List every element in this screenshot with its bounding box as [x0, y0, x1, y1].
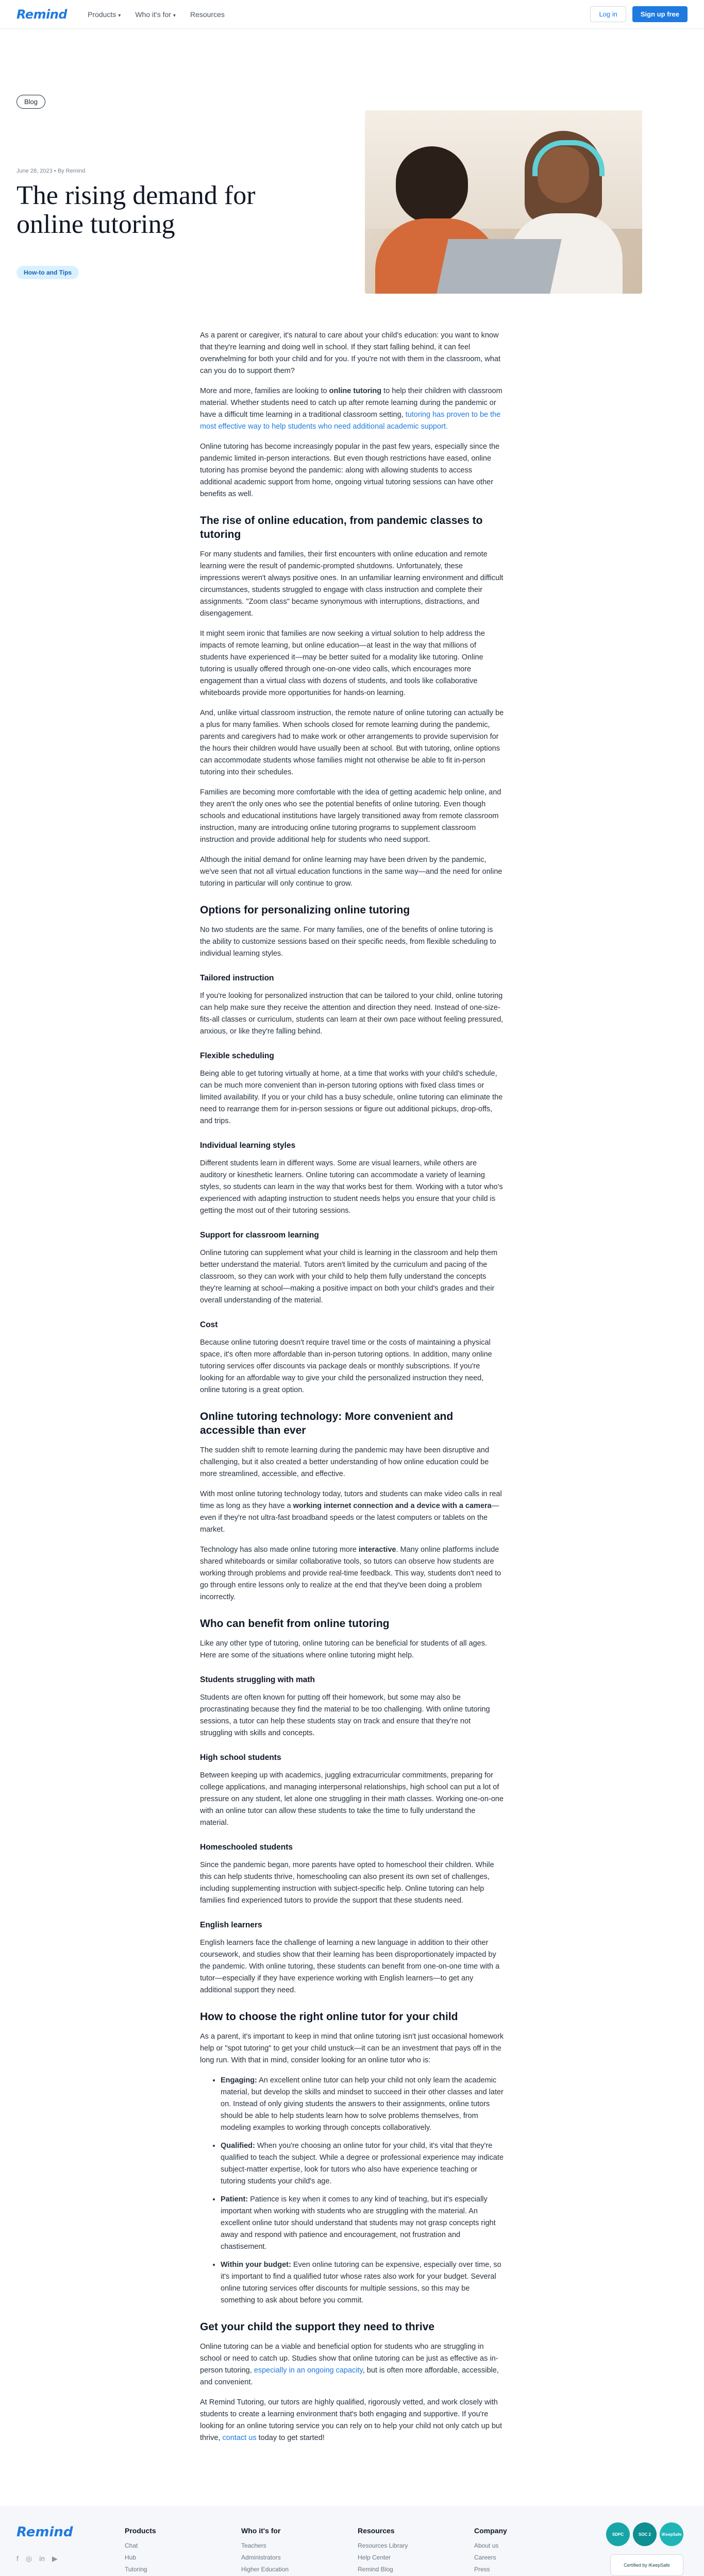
- section-heading: The rise of online education, from pandemic classes to tutoring: [200, 515, 483, 540]
- paragraph: The sudden shift to remote learning during the pandemic may have been disruptive and challenging, but it also created a better understanding of how online education could be more streamlined, accessible, and effective.: [200, 1446, 490, 1478]
- soc2-badge-icon: SOC 2: [633, 2522, 657, 2546]
- paragraph: Like any other type of tutoring, online tutoring can be beneficial for students of all ages. Here are some of the situations where online tutoring might help.: [200, 1639, 487, 1659]
- footer-link[interactable]: Chat: [125, 2542, 138, 2549]
- publish-date: June 28, 2023 • By Remind: [16, 168, 86, 174]
- footer-col-title: Resources: [358, 2527, 395, 2535]
- remind-logo[interactable]: Remind: [16, 7, 68, 22]
- subsection-heading: Cost: [200, 1320, 218, 1329]
- paragraph: No two students are the same. For many families, one of the benefits of online tutoring is the ability to customize sessions based on their specific needs, from flexible scheduling to individual learning styles.: [200, 926, 496, 958]
- laptop-icon: [436, 239, 561, 294]
- menu-products[interactable]: [88, 10, 121, 19]
- footer-link[interactable]: Administrators: [241, 2554, 281, 2561]
- paragraph: English learners face the challenge of learning a new language in addition to their other coursework, and studies show that their learning has been disproportionately impacted by the pandemic. With online tutoring, these students can benefit from one-on-one time with a tutor—especially if they have experience working with English learners—to get any additional support they need.: [200, 1939, 500, 1994]
- menu-resources[interactable]: [190, 10, 225, 19]
- paragraph: Between keeping up with academics, juggling extracurricular commitments, preparing for college applications, and managing interpersonal relationships, high school can put a lot of pressure on any student, let alone one struggling in their math classes. Working one-on-one with an online tutor can allow these students to take the time to fully understand the material.: [200, 1771, 504, 1827]
- paragraph: Online tutoring has become increasingly popular in the past few years, especially since the pandemic limited in-person interactions. But even though restrictions have eased, online tutoring has promise beyond the pandemic: along with allowing students to access additional academic support from home, ongoing virtual tutoring sessions can have other benefits as well.: [200, 443, 500, 498]
- top-navbar: [0, 0, 704, 29]
- footer-link[interactable]: Teachers: [241, 2542, 266, 2549]
- text: today to get started!: [256, 2434, 325, 2442]
- ikeepsafe-badge-icon: iKeepSafe: [660, 2522, 683, 2546]
- signup-button[interactable]: Sign up free: [632, 6, 688, 22]
- paragraph: And, unlike virtual classroom instruction, the remote nature of online tutoring can actually be a plus for many families. When schools closed for remote learning during the pandemic, parents and caregivers had to make work or other arrangements to provide supervision for the hours their children would have usually been at school. But with tutoring, online options can accommodate students whose families might not otherwise be able to fit in-person tutoring into their schedules.: [200, 709, 504, 776]
- footer-brand: [16, 2524, 125, 2576]
- list-text: Even online tutoring can be expensive, especially over time, so it's important to find a qualified tutor whose rates also work for your budget. Several online tutoring services offer discounts for multiple sessions, so this may be something to ask about before you commit.: [221, 2261, 501, 2304]
- list-term: Patient:: [221, 2195, 248, 2204]
- section-heading: Online tutoring technology: More convenient and accessible than ever: [200, 1411, 454, 1436]
- paragraph: Families are becoming more comfortable with the idea of getting academic help online, and they aren't the only ones who see the potential benefits of online tutoring. Even though schools and educational institutions have largely transitioned away from remote classroom instruction, many are introducing online tutoring programs to supplement classroom instruction and provide additional help for students who need support.: [200, 788, 501, 844]
- text: , but is often more affordable, accessible, and convenient.: [200, 2366, 499, 2386]
- list-term: Engaging:: [221, 2076, 257, 2084]
- footer-logo[interactable]: Remind: [16, 2524, 73, 2540]
- list-text: When you're choosing an online tutor for your child, it's vital that they're qualified to teach the subject. While a degree or professional experience may indicate subject-matter expertise, look for tutors who also have experience teaching or tutoring students your child's age.: [221, 2142, 504, 2185]
- paragraph: It might seem ironic that families are now seeking a virtual solution to help address the impacts of remote learning, but online education—at least in the way that millions of students have experienced it—may be better suited for a modality like tutoring. Online tutoring is usually offered through one-on-one video calls, which encourages more engagement than a virtual class with dozens of students, and tools like collaborative whiteboards provide more opportunities for hands-on learning.: [200, 630, 485, 697]
- footer-link[interactable]: Careers: [474, 2554, 496, 2561]
- footer-link[interactable]: Tutoring: [125, 2566, 147, 2573]
- facebook-icon[interactable]: f: [16, 2554, 19, 2563]
- tutor-qualities-list: [200, 2075, 504, 2307]
- subsection-heading: Homeschooled students: [200, 1843, 293, 1852]
- hero-image: [365, 110, 642, 294]
- contact-us-link[interactable]: contact us: [222, 2434, 257, 2442]
- footer-link[interactable]: Help Center: [358, 2554, 391, 2561]
- social-links: [16, 2554, 125, 2563]
- paragraph: As a parent, it's important to keep in mind that online tutoring isn't just occasional homework help or "spot tutoring" to get your child unstuck—it can be an investment that pays off in the long run. With that in mind, consider looking for an online tutor who is:: [200, 2032, 504, 2064]
- text: —even if they're not ultra-fast broadband speeds or the latest computers or tablets on the market.: [200, 1502, 499, 1534]
- paragraph: Being able to get tutoring virtually at home, at a time that works with your child's schedule, can be much more convenient than in-person tutoring options with fixed class times or limited availability. If you or your child has a busy schedule, online tutoring can eliminate the need to rearrange them for in-person sessions or figure out additional pickups, drop-offs, and trips.: [200, 1070, 503, 1125]
- footer-link[interactable]: Remind Blog: [358, 2566, 393, 2573]
- subsection-heading: High school students: [200, 1753, 281, 1762]
- footer-col-title: Who it's for: [241, 2527, 281, 2535]
- site-footer: [0, 2506, 704, 2576]
- paragraph: [200, 385, 504, 433]
- subsection-heading: English learners: [200, 1921, 262, 1929]
- paragraph: If you're looking for personalized instruction that can be tailored to your child, online tutoring can help make sure they receive the attention and direction they need. Instead of one-size-fits-all classes or curriculum, students can learn at their own pace without feeling pressured, anxious, or like they're falling behind.: [200, 992, 504, 1036]
- instagram-icon[interactable]: ◎: [25, 2554, 32, 2563]
- text-bold: online tutoring: [329, 387, 382, 395]
- subsection-heading: Flexible scheduling: [200, 1052, 274, 1060]
- chevron-down-icon: ▾: [173, 12, 176, 19]
- main-menu: [88, 10, 225, 19]
- menu-products-label: Products: [88, 10, 116, 19]
- paragraph: Since the pandemic began, more parents have opted to homeschool their children. While this can help students thrive, homeschooling can also present its own set of challenges, including supplementing instruction with subject-specific help. Online tutoring can help families find experienced tutors to provide the support that these students need.: [200, 1861, 494, 1905]
- footer-col-resources: [358, 2524, 474, 2576]
- paragraph: Different students learn in different ways. Some are visual learners, while others are auditory or kinesthetic learners. Online tutoring can accommodate a variety of learning styles, so students can learn in the way that works best for them. Working with a tutor who's experienced with adapting instruction to student needs helps you ensure that your child is getting the most out of their tutoring sessions.: [200, 1159, 503, 1215]
- list-item: [221, 2259, 504, 2307]
- list-text: Patience is key when it comes to any kind of teaching, but it's especially important when working with students who are struggling with the material. An excellent online tutor should understand that students may not grasp concepts right away and respond with patience and encouragement, not frustration and chastisement.: [221, 2195, 496, 2251]
- paragraph: Online tutoring can supplement what your child is learning in the classroom and help them better understand the material. Tutors aren't limited by the curriculum and pacing of the classroom, so they can work with your child to help them fully understand the concepts they're learning at school—making a positive impact on both your child's grades and their overall understanding of the material.: [200, 1249, 498, 1304]
- page-title: The rising demand for online tutoring: [16, 181, 256, 239]
- footer-col-title: Products: [125, 2527, 156, 2535]
- paragraph: Because online tutoring doesn't require travel time or the costs of maintaining a physical space, it's often more affordable than in-person tutoring options. In addition, many online tutoring services offer discounts via package deals or monthly subscriptions. If you're looking for an affordable way to give your child the personalized instruction they need, online tutoring is a great option.: [200, 1338, 492, 1394]
- text: More and more, families are looking to: [200, 387, 329, 395]
- footer-link[interactable]: Resources Library: [358, 2542, 408, 2549]
- paragraph: As a parent or caregiver, it's natural to care about your child's education: you want to know that they're learning and doing well in school. If they start falling behind, it can feel overwhelming for both your child and for you. If you're not with them in the classroom, what can you do to support them?: [200, 331, 501, 375]
- footer-link[interactable]: Press: [474, 2566, 490, 2573]
- sdpc-badge-icon: SDPC: [606, 2522, 630, 2546]
- article-hero: [0, 29, 704, 276]
- list-text: An excellent online tutor can help your child not only learn the academic material, but develop the skills and mindset to succeed in their other classes and later on. Instead of only giving students the answers to their assignments, online tutors should be able to help students learn how to solve problems themselves, from modeling examples to working through concepts collaboratively.: [221, 2076, 504, 2132]
- subsection-heading: Tailored instruction: [200, 974, 274, 982]
- subsection-heading: Students struggling with math: [200, 1675, 315, 1684]
- text: Technology has also made online tutoring more: [200, 1546, 359, 1554]
- linkedin-icon[interactable]: in: [39, 2554, 45, 2563]
- menu-who-its-for[interactable]: [135, 10, 176, 19]
- paragraph: [200, 1488, 504, 1536]
- section-heading: Options for personalizing online tutoring: [200, 904, 410, 916]
- paragraph: [200, 2397, 504, 2444]
- list-term: Qualified:: [221, 2142, 255, 2150]
- footer-link[interactable]: Hub: [125, 2554, 137, 2561]
- footer-link[interactable]: Higher Education: [241, 2566, 289, 2573]
- footer-col-title: Company: [474, 2527, 507, 2535]
- text: to help their children with classroom material. Whether students need to catch up after remote learning during the pandemic or have a difficult time learning in a traditional classroom setting,: [200, 387, 502, 419]
- text-bold: working internet connection and a device with a camera: [293, 1502, 492, 1510]
- text-bold: interactive: [358, 1546, 396, 1554]
- subsection-heading: Support for classroom learning: [200, 1231, 319, 1240]
- footer-col-who: [241, 2524, 358, 2576]
- section-heading: Who can benefit from online tutoring: [200, 1618, 390, 1630]
- footer-link[interactable]: About us: [474, 2542, 499, 2549]
- menu-who-label: Who it's for: [135, 10, 171, 19]
- login-button[interactable]: Log in: [590, 6, 626, 22]
- list-term: Within your budget:: [221, 2261, 291, 2269]
- tutoring-effective-link[interactable]: tutoring has proven to be the most effective way to help students who need additional academic support.: [200, 411, 501, 431]
- article-body: [200, 266, 504, 2444]
- ongoing-capacity-link[interactable]: especially in an ongoing capacity: [254, 2366, 363, 2375]
- subsection-heading: Individual learning styles: [200, 1141, 296, 1150]
- certification-badges: [606, 2522, 683, 2546]
- footer-col-products: [125, 2524, 241, 2576]
- category-tag[interactable]: How-to and Tips: [16, 266, 79, 279]
- text: . Many online platforms include shared whiteboards or similar collaborative tools, so tutors can observe how students are working through problems and provide real-time feedback. This way, students don't need to go through entire lessons only to realize at the end that they've been doing a problem incorrectly.: [200, 1546, 501, 1601]
- text: With most online tutoring technology today, tutors and students can make video calls in real time as long as they have a: [200, 1490, 502, 1510]
- text: At Remind Tutoring, our tutors are highly qualified, rigorously vetted, and work closely with students to create a learning environment that's both engaging and supportive. If you're looking for an online tutoring service you can rely on to help your child not only catch up but thrive,: [200, 2398, 502, 2442]
- image-adult-hair: [396, 146, 468, 224]
- section-heading: How to choose the right online tutor for your child: [200, 2011, 458, 2023]
- nav-actions: [590, 6, 688, 22]
- footer-col-company: [474, 2524, 591, 2576]
- coppa-badge: Certified by iKeepSafe: [610, 2554, 683, 2576]
- paragraph: For many students and families, their first encounters with online education and remote learning were the result of pandemic-prompted shutdowns. Unfortunately, these impressions weren't always positive ones. In an unfamiliar learning environment and difficult circumstances, students struggled to engage with class instruction and complete their assignments. "Zoom class" became synonymous with interruptions, distractions, and disengagement.: [200, 550, 504, 618]
- list-item: [221, 2194, 504, 2253]
- blog-tag[interactable]: Blog: [16, 95, 45, 109]
- text: Online tutoring can be a viable and beneficial option for students who are struggling in school or need to catch up. Studies show that online tutoring can be just as effective as in-person tutoring,: [200, 2343, 498, 2375]
- list-item: [221, 2075, 504, 2134]
- paragraph: Students are often known for putting off their homework, but some may also be procrastinating because they find the material to be too challenging. With online tutoring sessions, a tutor can help these students stay on track and ensure that they're not struggling with skills and concepts.: [200, 1693, 490, 1737]
- chevron-down-icon: ▾: [118, 12, 121, 19]
- paragraph: [200, 1544, 504, 1603]
- menu-resources-label: Resources: [190, 10, 225, 19]
- paragraph: Although the initial demand for online learning may have been driven by the pandemic, we've seen that not all virtual education functions in the same way—and the need for online tutoring in particular will only continue to grow.: [200, 856, 502, 888]
- youtube-icon[interactable]: ▶: [52, 2554, 58, 2563]
- section-heading: Get your child the support they need to thrive: [200, 2321, 435, 2333]
- list-item: [221, 2140, 504, 2188]
- paragraph: [200, 2341, 504, 2388]
